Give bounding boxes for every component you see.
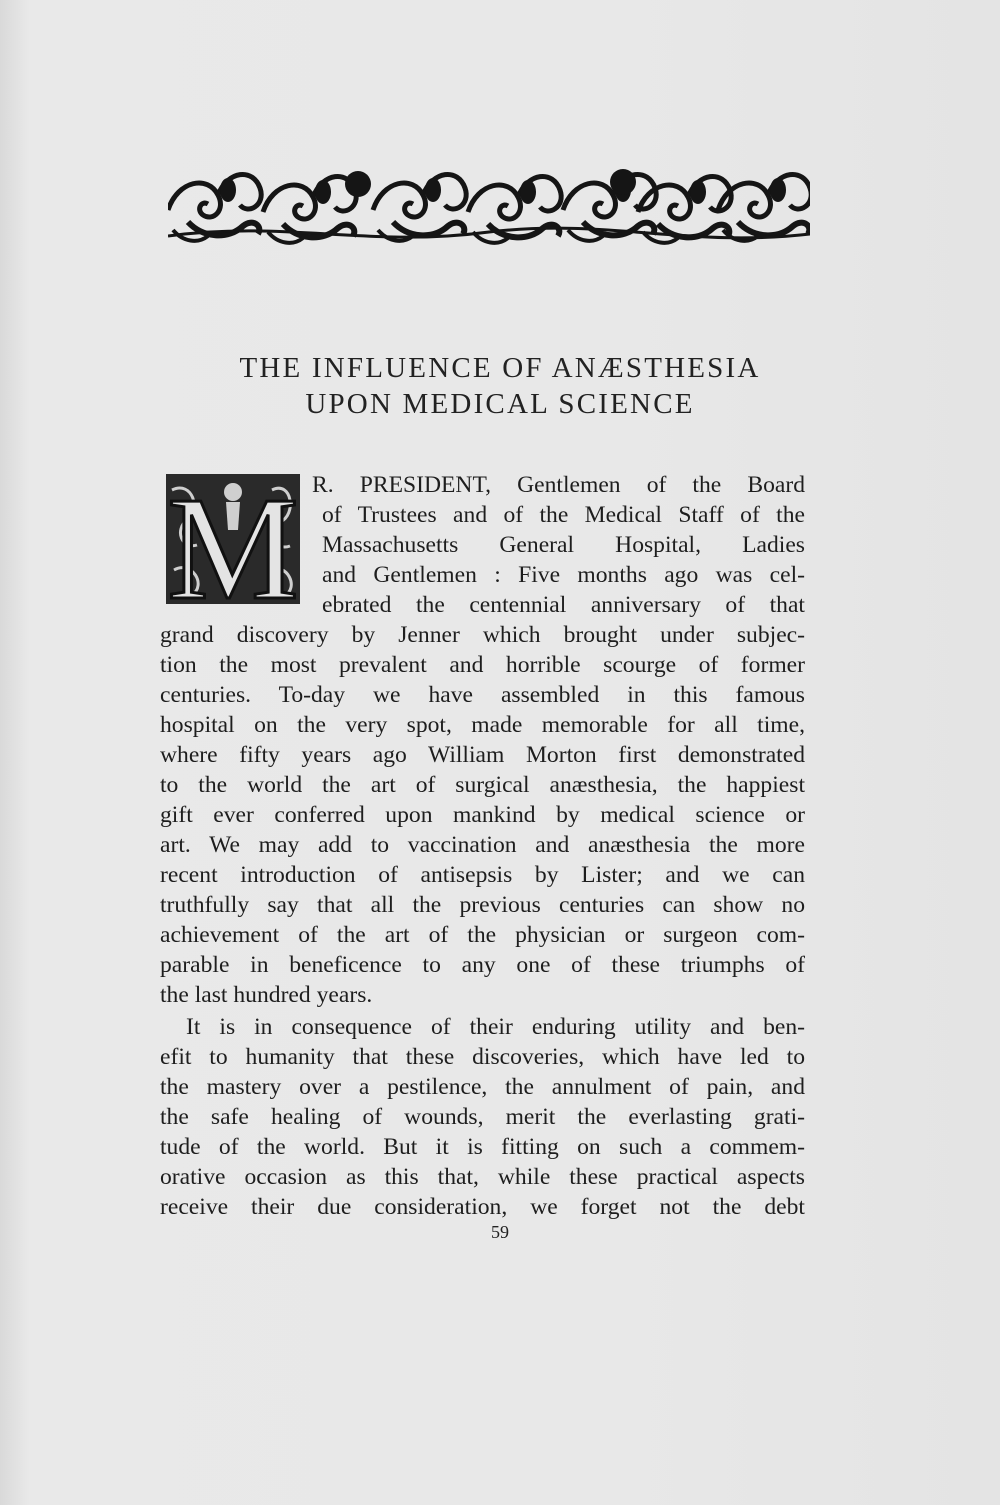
text-line: Massachusetts General Hospital, Ladies <box>322 532 805 558</box>
drop-cap-ornament <box>162 470 304 608</box>
drop-cap-letter: M <box>167 470 299 608</box>
text-line: where fifty years ago William Morton first demonstrated <box>160 742 805 768</box>
text-line: hospital on the very spot, made memorable for all time, <box>160 712 805 738</box>
text-line: tion the most prevalent and horrible scourge of former <box>160 652 805 678</box>
text-line: efit to humanity that these discoveries, which have led to <box>160 1044 805 1070</box>
text-line: the safe healing of wounds, merit the everlasting grati- <box>160 1104 805 1130</box>
text-line: R. PRESIDENT, Gentlemen of the Board <box>312 472 805 498</box>
text-line: achievement of the art of the physician or surgeon com- <box>160 922 805 948</box>
text-line: and Gentlemen : Five months ago was cel- <box>322 562 805 588</box>
text-line: truthfully say that all the previous centuries can show no <box>160 892 805 918</box>
text-line: the mastery over a pestilence, the annulment of pain, and <box>160 1074 805 1100</box>
ornament-headpiece <box>168 160 810 246</box>
text-line: orative occasion as this that, while these practical aspects <box>160 1164 805 1190</box>
text-line: ebrated the centennial anniversary of that <box>322 592 805 618</box>
text-line: the last hundred years. <box>160 982 373 1008</box>
text-line: recent introduction of antisepsis by Lister; and we can <box>160 862 805 888</box>
page-number: 59 <box>491 1222 509 1242</box>
text-line: grand discovery by Jenner which brought under subjec- <box>160 622 805 648</box>
text-line: receive their due consideration, we forget not the debt <box>160 1194 805 1220</box>
title-line-2: UPON MEDICAL SCIENCE <box>305 388 695 420</box>
text-line: tude of the world. But it is fitting on such a commem- <box>160 1134 805 1160</box>
text-line: art. We may add to vaccination and anæsthesia the more <box>160 832 805 858</box>
drop-cap <box>162 470 304 608</box>
text-line: parable in beneficence to any one of these triumphs of <box>160 952 805 978</box>
text-line: It is in consequence of their enduring utility and ben- <box>186 1014 805 1040</box>
text-line: to the world the art of surgical anæsthesia, the happiest <box>160 772 805 798</box>
text-line: gift ever conferred upon mankind by medical science or <box>160 802 805 828</box>
text-line: of Trustees and of the Medical Staff of the <box>322 502 805 528</box>
article-title <box>150 350 850 422</box>
title-line-1: THE INFLUENCE OF ANÆSTHESIA <box>239 352 761 384</box>
text-line: centuries. To-day we have assembled in this famous <box>160 682 805 708</box>
